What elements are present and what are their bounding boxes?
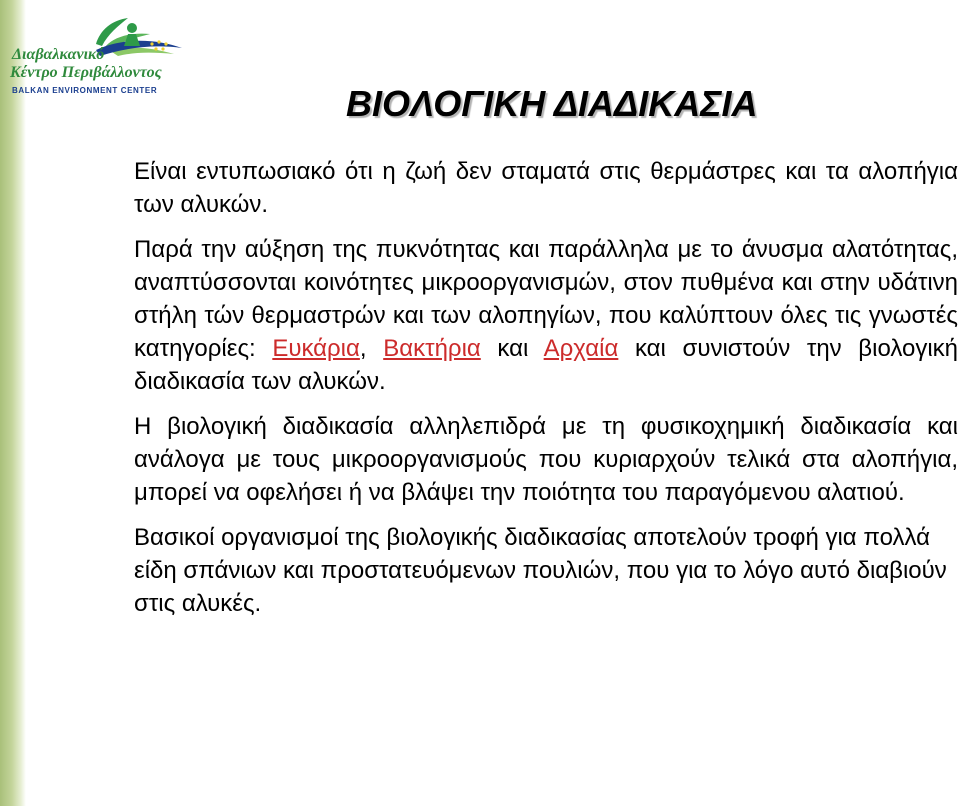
bacteria-link[interactable]: Βακτήρια bbox=[383, 335, 481, 362]
paragraph-2 bbox=[134, 233, 958, 398]
logo-text-line3: BALKAN ENVIRONMENT CENTER bbox=[12, 86, 158, 95]
paragraph-3: Η βιολογική διαδικασία αλληλεπιδρά με τη φυσικοχημική διαδικασία και ανάλογα με τους μικροοργανισμούς που κυριαρχούν τελικά στα αλοπήγια, μπορεί να οφελήσει ή να βλάψει την ποιότητα του παραγόμενου αλατιού. bbox=[134, 413, 958, 506]
decorative-side-band bbox=[0, 0, 26, 806]
paragraph-2-separator-1: , bbox=[359, 335, 384, 362]
balkan-environment-center-logo bbox=[4, 8, 194, 98]
logo-text-line1: Διαβαλκανικό bbox=[12, 46, 105, 63]
paragraph-4: Βασικοί οργανισμοί της βιολογικής διαδικασίας αποτελούν τροφή για πολλά είδη σπάνιων και προστατευόμενων πουλιών, που για το λόγο αυτό διαβιούν στις αλυκές. bbox=[134, 524, 947, 617]
archaea-link[interactable]: Αρχαία bbox=[543, 335, 619, 362]
logo-text-line2: Κέντρο Περιβάλλοντος bbox=[10, 64, 162, 81]
paragraph-2-text-start: Παρά την αύξηση της πυκνότητας και παράλληλα με το άνυσμα αλατότητας, αναπτύσσονται κοινότητες μικροοργανισμών, στον πυθμένα και στην υδάτινη στήλη τών θερμαστρών και των αλοπηγίων, που καλύπτουν όλες τις γνωστές κατηγορίες: bbox=[134, 236, 958, 362]
paragraph-2-text-end: και συνιστούν την βιολογική διαδικασία των αλυκών. bbox=[134, 335, 958, 395]
body-text bbox=[134, 155, 958, 620]
paragraph-2-separator-2: και bbox=[480, 335, 544, 362]
eukaria-link[interactable]: Ευκάρια bbox=[272, 335, 360, 362]
paragraph-1: Είναι εντυπωσιακό ότι η ζωή δεν σταματά στις θερμάστρες και τα αλοπήγια των αλυκών. bbox=[134, 158, 958, 218]
page-title: ΒΙΟΛΟΓΙΚΗ ΔΙΑΔΙΚΑΣΙΑ bbox=[346, 83, 758, 124]
